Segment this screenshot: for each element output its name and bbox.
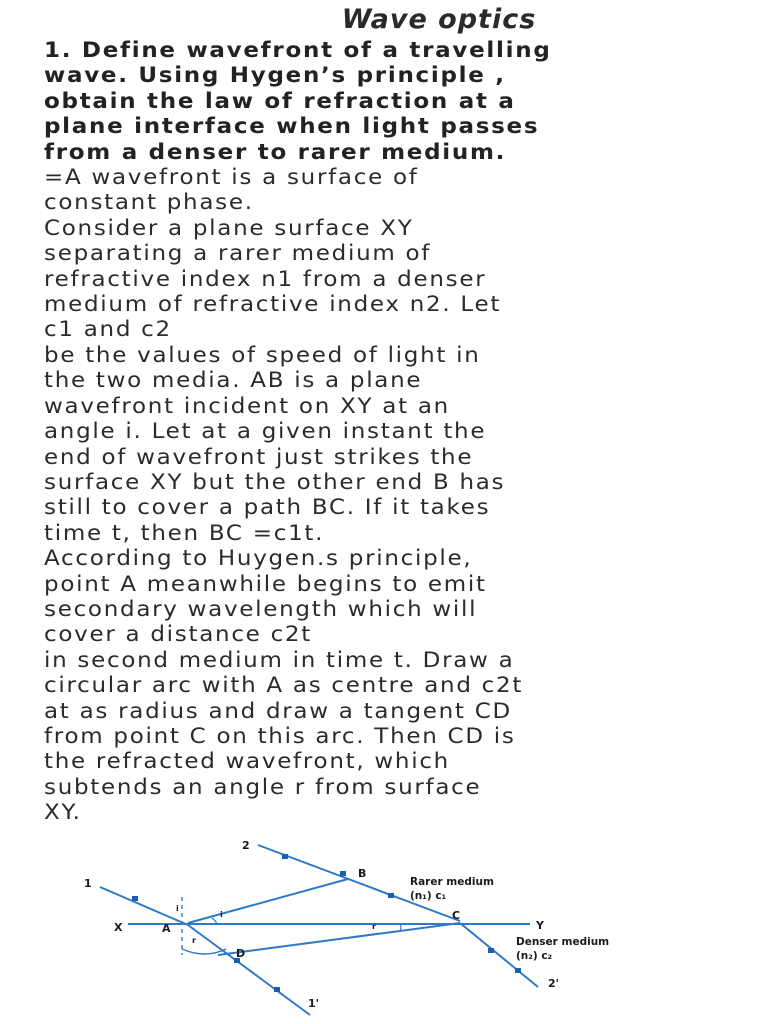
answer-paragraph: in second medium in time t. Draw a circular arc with A as centre and c2t at as radius and draw a tangent CD from point C on this arc. Then CD is the refracted wavefront, which subtends an angle r from surface XY. [44,647,524,826]
label-ray-1-out: 1' [308,997,320,1010]
label-angle-r: r [192,936,196,945]
refraction-diagram [70,835,710,1024]
wavefront-cd [218,923,460,955]
label-b: B [358,867,367,880]
answer-paragraph: =A wavefront is a surface of constant phase. [44,165,419,216]
ray-marker [274,987,280,992]
angle-arc-r [400,924,401,931]
ray-marker [388,893,394,898]
label-c: C [452,909,461,922]
document-body [44,38,768,826]
answer-paragraph: be the values of speed of light in the two media. AB is a plane wavefront incident on XY at an angle i. Let at a given instant the end of wavefront just strikes the surface XY but the other end B has still to cover a path BC. If it takes time t, then BC =c1t. [44,342,506,546]
label-angle-i: i [176,904,179,913]
rarer-medium-label: Rarer medium [410,876,494,888]
label-y: Y [536,919,544,932]
label-d: D [236,947,246,960]
label-ray-2-out: 2' [548,977,560,990]
label-a: A [162,922,171,935]
question-text: 1. Define wavefront of a travelling wave. Using Hygen’s principle , obtain the law of refraction at a plane interface when light passes from a denser to rarer medium. [44,38,552,165]
denser-medium-label: Denser medium [516,936,610,948]
ray-marker [515,968,521,973]
incident-ray-1 [100,887,188,925]
answer-paragraph: Consider a plane surface XY separating a rarer medium of refractive index n1 from a denser medium of refractive index n2. Let c1 and c2 [44,215,502,343]
ray-marker [340,871,346,876]
ray-marker [282,854,288,859]
label-angle-i-2: i [220,910,223,919]
rarer-medium-params: (n₁) c₁ [410,890,447,902]
label-ray-1-in: 1 [84,877,92,890]
label-x: X [114,921,123,934]
answer-paragraph: According to Huygen.s principle, point A meanwhile begins to emit secondary wavelength which will cover a distance c2t [44,546,487,648]
wavefront-ab [188,879,348,923]
ray-marker [132,896,138,901]
refracted-ray-1 [188,925,310,1015]
label-ray-2-in: 2 [242,839,250,852]
label-angle-r-2: r [372,922,376,931]
page-title: Wave optics [341,4,537,35]
secondary-wavelet-arc [182,949,226,954]
denser-medium-params: (n₂) c₂ [516,950,553,962]
ray-marker [488,948,494,953]
